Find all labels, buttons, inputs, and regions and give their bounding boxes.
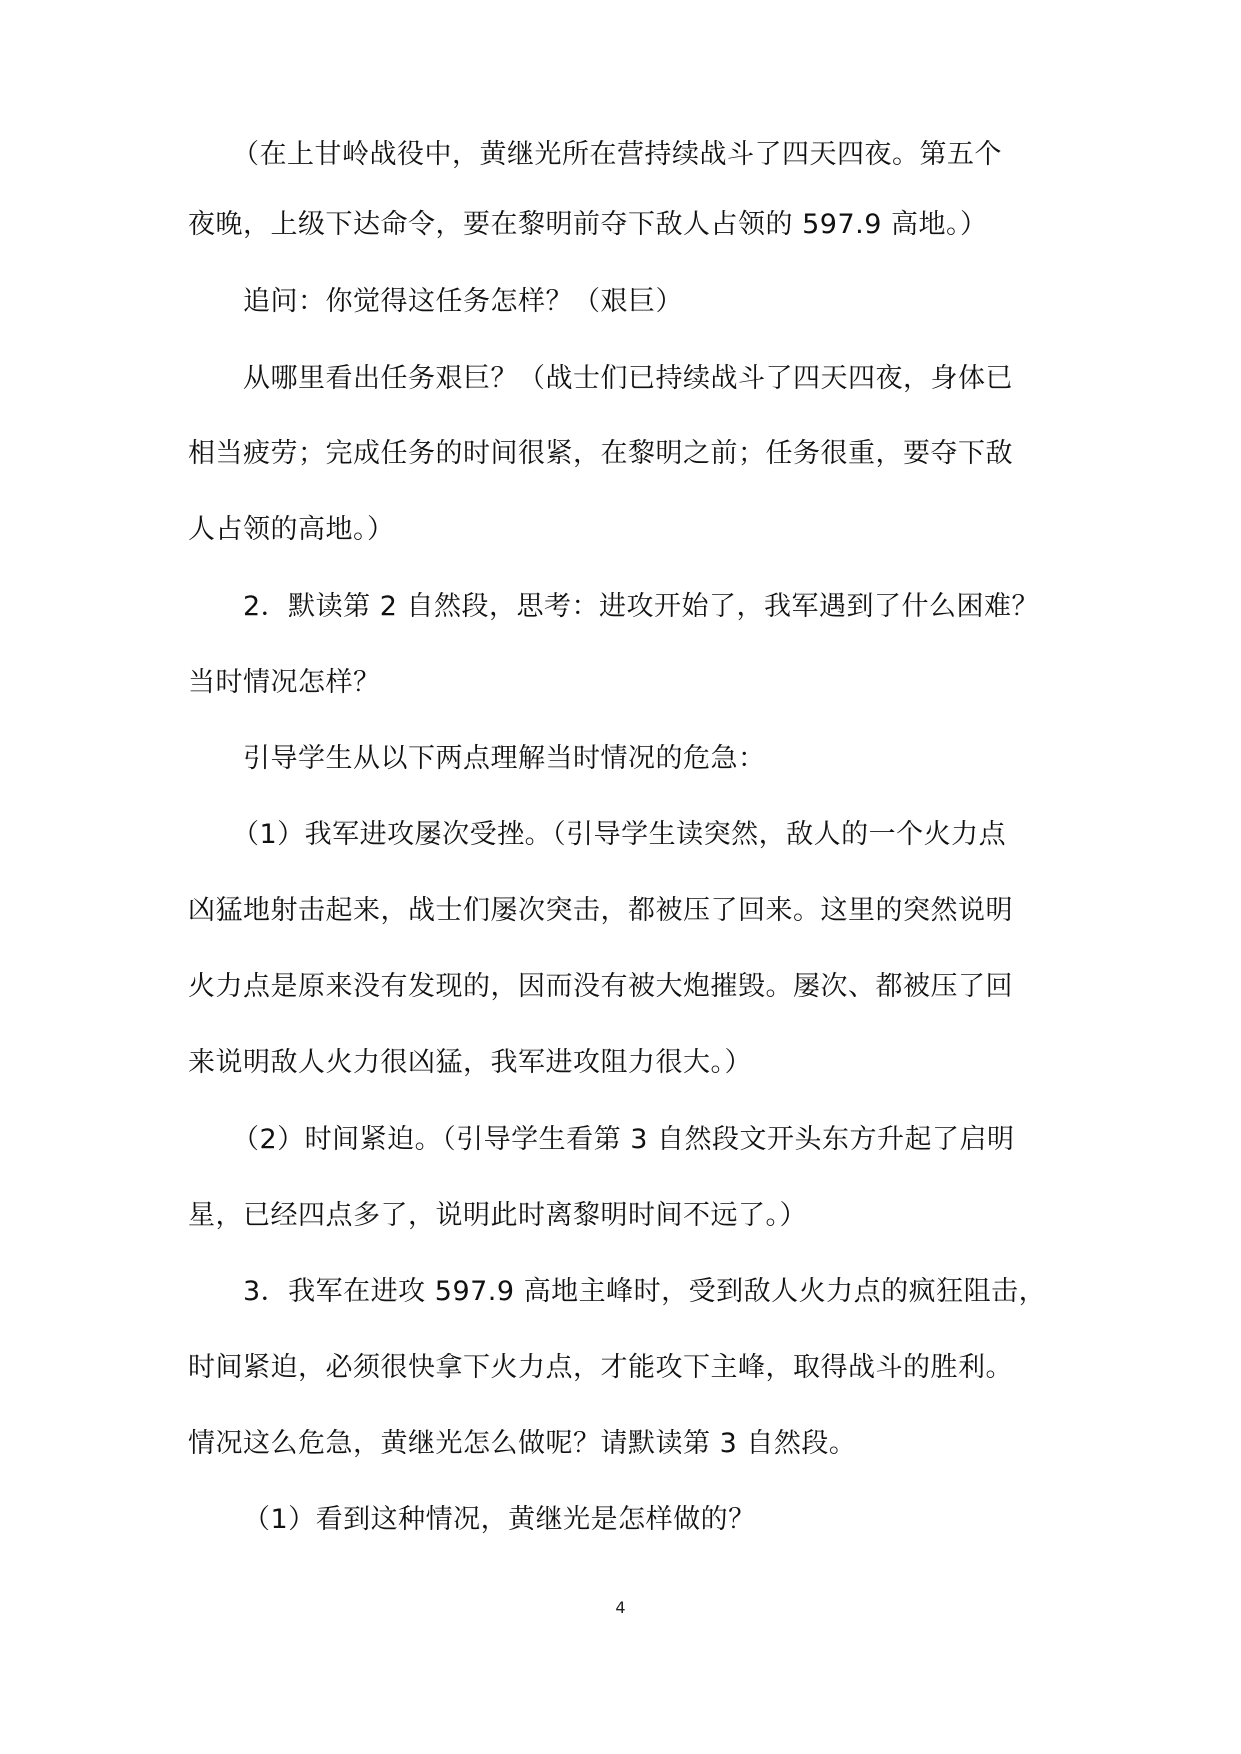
text-line-16: 3．我军在进攻 597.9 高地主峰时，受到敌人火力点的疯狂阻击， — [243, 1276, 1047, 1307]
text-line-2: 夜晚，上级下达命令，要在黎明前夺下敌人占领的 597.9 高地。） — [188, 209, 988, 240]
text-line-13: 来说明敌人火力很凶猛，我军进攻阻力很大。） — [188, 1047, 752, 1078]
text-line-1: （在上甘岭战役中，黄继光所在营持续战斗了四天四夜。第五个 — [232, 139, 1002, 170]
text-line-12: 火力点是原来没有发现的，因而没有被大炮摧毁。屡次、都被压了回 — [188, 971, 1013, 1002]
text-line-15: 星，已经四点多了，说明此时离黎明时间不远了。） — [188, 1200, 807, 1231]
text-line-8: 当时情况怎样？ — [188, 667, 381, 698]
text-line-7: 2．默读第 2 自然段，思考：进攻开始了，我军遇到了什么困难？ — [243, 591, 1040, 622]
text-line-17: 时间紧迫，必须很快拿下火力点，才能攻下主峰，取得战斗的胜利。 — [188, 1352, 1013, 1383]
text-line-19: （1）看到这种情况，黄继光是怎样做的？ — [243, 1504, 756, 1535]
text-line-6: 人占领的高地。） — [188, 514, 395, 545]
page-number: 4 — [615, 1598, 626, 1617]
text-line-4: 从哪里看出任务艰巨？（战士们已持续战斗了四天四夜，身体已 — [243, 363, 1013, 394]
text-line-11: 凶猛地射击起来，战士们屡次突击，都被压了回来。这里的突然说明 — [188, 895, 1013, 926]
text-line-9: 引导学生从以下两点理解当时情况的危急： — [243, 743, 766, 774]
text-line-14: （2）时间紧迫。（引导学生看第 3 自然段文开头东方升起了启明 — [232, 1124, 1015, 1155]
text-line-10: （1）我军进攻屡次受挫。（引导学生读突然，敌人的一个火力点 — [232, 819, 1007, 850]
text-line-5: 相当疲劳；完成任务的时间很紧，在黎明之前；任务很重，要夺下敌 — [188, 438, 1013, 469]
text-line-3: 追问：你觉得这任务怎样？（艰巨） — [243, 286, 683, 317]
text-line-18: 情况这么危急，黄继光怎么做呢？请默读第 3 自然段。 — [188, 1428, 857, 1459]
